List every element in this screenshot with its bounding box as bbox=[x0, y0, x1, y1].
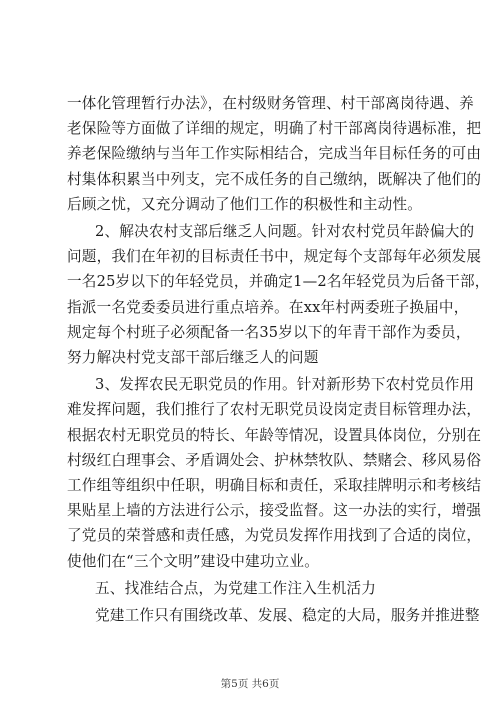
page-number: 第5页 共6页 bbox=[220, 678, 280, 690]
text-line: 指派一名党委委员进行重点培养。在xx年村两委班子换届中， bbox=[67, 298, 469, 316]
text-line: 使他们在“三个文明”建设中建功立业。 bbox=[67, 552, 320, 570]
text-line: 问题，我们在年初的目标责任书中，规定每个支部每年必须发展 bbox=[67, 248, 482, 266]
text-line: 2、解决农村支部后继乏人问题。针对农村党员年龄偏大的 bbox=[95, 223, 475, 241]
text-line: 规定每个村班子必须配备一名35岁以下的年青干部作为委员， bbox=[67, 323, 471, 341]
text-line: 后顾之忧，又充分调动了他们工作的积极性和主动性。 bbox=[67, 195, 423, 213]
text-line: 一体化管理暂行办法》，在村级财务管理、村干部离岗待遇、养 bbox=[67, 95, 474, 112]
text-line: 果贴星上墙的方法进行公示，接受监督。这一办法的实行，增强 bbox=[67, 502, 482, 520]
text-line: 一名25岁以下的年轻党员，并确定1—2名年轻党员为后备干部， bbox=[67, 273, 490, 291]
page-footer bbox=[0, 676, 500, 691]
text-line: 村级红白理事会、矛盾调处会、护林禁牧队、禁赌会、移风易俗 bbox=[67, 451, 482, 469]
text-line: 努力解决村党支部干部后继乏人的问题 bbox=[67, 349, 319, 367]
text-line: 了党员的荣誉感和责任感，为党员发挥作用找到了合适的岗位， bbox=[67, 527, 482, 545]
text-line: 老保险等方面做了详细的规定，明确了村干部离岗待遇标准，把 bbox=[67, 120, 482, 138]
text-line: 村集体积累当中列支，完不成任务的自己缴纳，既解决了他们的 bbox=[67, 170, 482, 188]
text-line: 3、发挥农民无职党员的作用。针对新形势下农村党员作用 bbox=[95, 376, 475, 394]
text-line: 党建工作只有围绕改革、发展、稳定的大局，服务并推进整 bbox=[95, 607, 480, 625]
text-line: 养老保险缴纳与当年工作实际相结合，完成当年目标任务的可由 bbox=[67, 145, 482, 163]
text-line: 工作组等组织中任职，明确目标和责任，采取挂牌明示和考核结 bbox=[67, 477, 482, 495]
text-line: 难发挥问题，我们推行了农村无职党员设岗定责目标管理办法， bbox=[67, 401, 482, 419]
section-heading: 五、找准结合点，为党建工作注入生机活力 bbox=[95, 579, 377, 597]
body-text bbox=[67, 91, 490, 628]
text-line: 根据农村无职党员的特长、年龄等情况，设置具体岗位，分别在 bbox=[67, 426, 482, 444]
